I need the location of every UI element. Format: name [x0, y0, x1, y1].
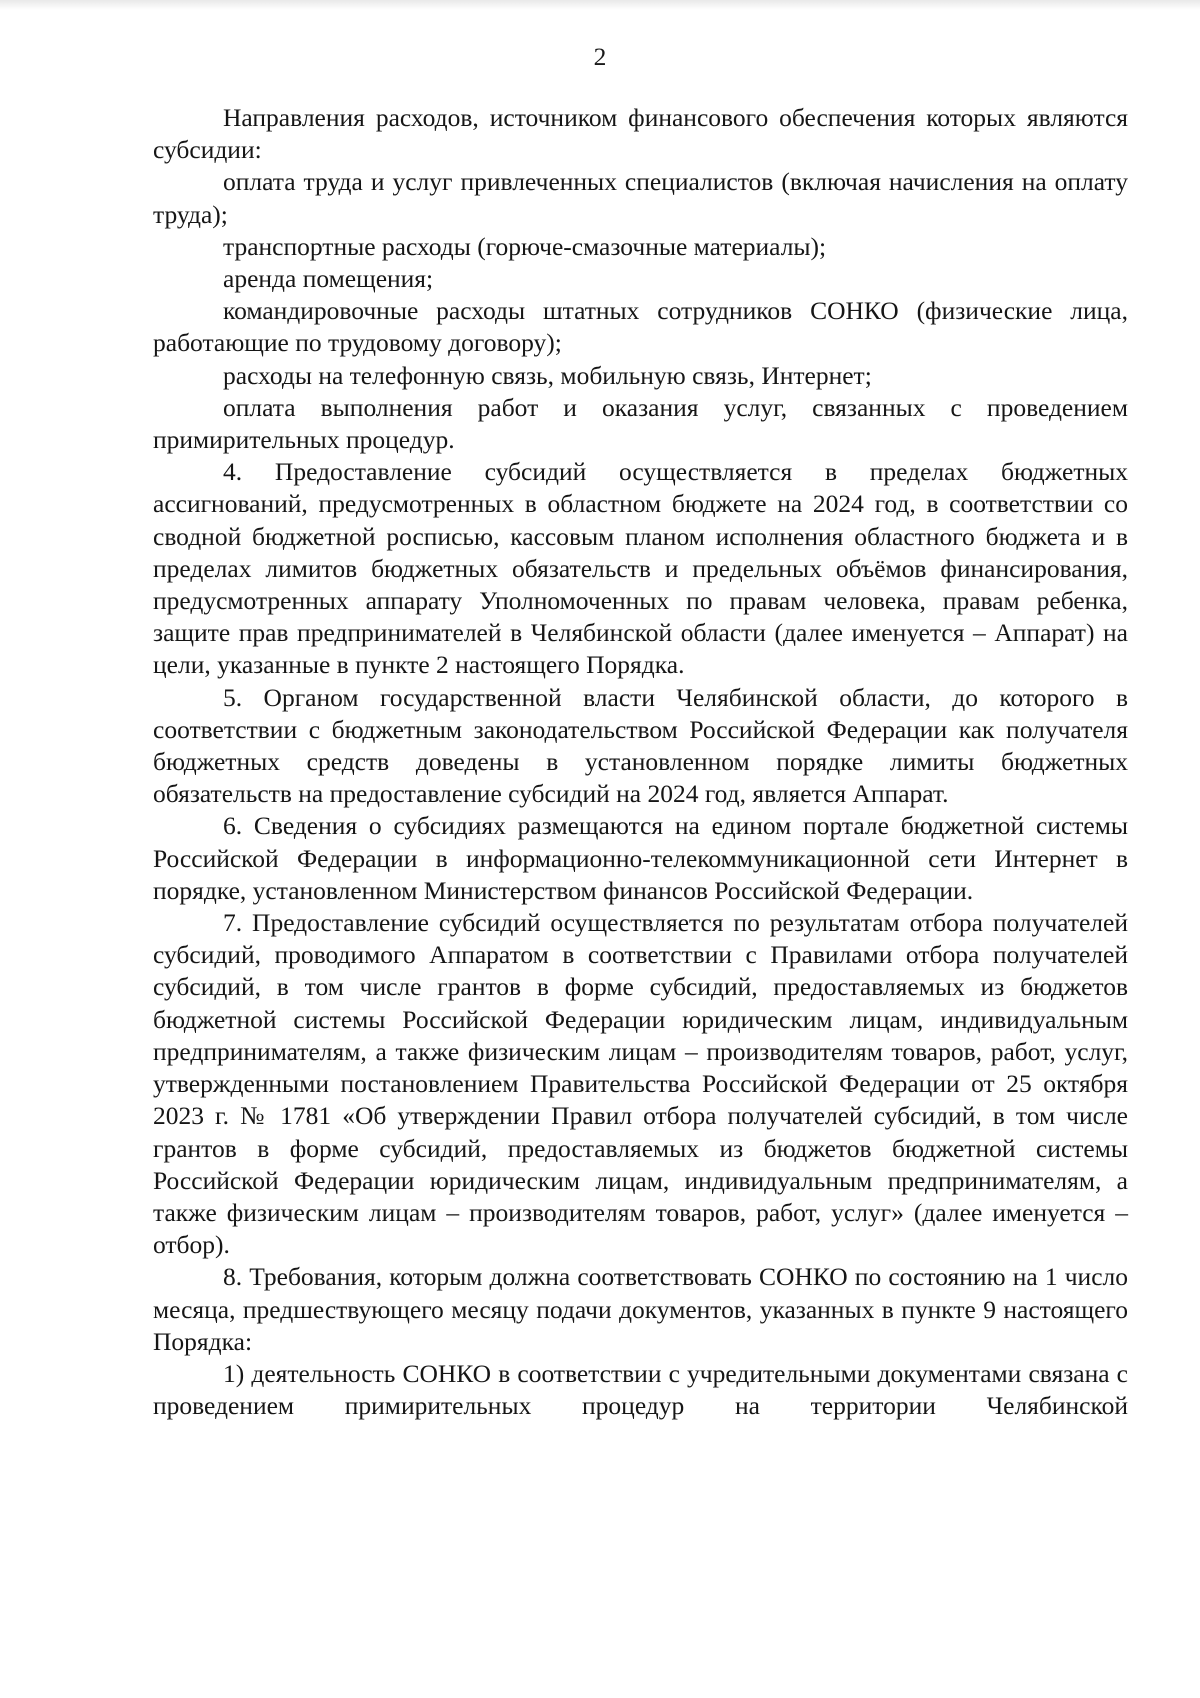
paragraph-6: 6. Сведения о субсидиях размещаются на едином портале бюджетной системы Российской Федерации в информационно-телекоммуникационной сети Интернет в порядке, установленном Министерством финансов Российской Федерации.: [153, 811, 1128, 905]
paragraph-5: 5. Органом государственной власти Челябинской области, до которого в соответствии с бюджетным законодательством Российской Федерации как получателя бюджетных средств доведены в установленном порядке лимиты бюджетных обязательств на предоставление субсидий на 2024 год, является Аппарат.: [153, 682, 1128, 809]
paragraph-8-item-1: 1) деятельность СОНКО в соответствии с учредительными документами связана с проведением примирительных процедур на территории Челябинской: [153, 1358, 1128, 1421]
list-item-labor-payment: оплата труда и услуг привлеченных специалистов (включая начисления на оплату труда);: [153, 167, 1128, 229]
paragraph-4: 4. Предоставление субсидий осуществляется в пределах бюджетных ассигнований, предусмотренных в областном бюджете на 2024 год, в соответствии со сводной бюджетной росписью, кассовым планом исполнения областного бюджета и в пределах лимитов бюджетных обязательств и предельных объёмов финансирования, предусмотренных аппарату Уполномоченных по правам человека, правам ребенка, защите прав предпринимателей в Челябинской области (далее именуется – Аппарат) на цели, указанные в пункте 2 настоящего Порядка.: [153, 457, 1128, 680]
list-item-rent: аренда помещения;: [223, 264, 434, 294]
paragraph-8: 8. Требования, которым должна соответствовать СОНКО по состоянию на 1 число месяца, предшествующего месяцу подачи документов, указанных в пункте 9 настоящего Порядка:: [153, 1262, 1128, 1356]
paragraph-7: 7. Предоставление субсидий осуществляется по результатам отбора получателей субсидий, проводимого Аппаратом в соответствии с Правилами отбора получателей субсидий, в том числе грантов в форме субсидий, предоставляемых из бюджетов бюджетной системы Российской Федерации юридическим лицам, индивидуальным предпринимателям, а также физическим лицам – производителям товаров, работ, услуг, утвержденными постановлением Правительства Российской Федерации от 25 октября 2023 г. № 1781 «Об утверждении Правил отбора получателей субсидий, в том числе грантов в форме субсидий, предоставляемых из бюджетов бюджетной системы Российской Федерации юридическим лицам, индивидуальным предпринимателям, а также физическим лицам – производителям товаров, работ, услуг» (далее именуется – отбор).: [153, 908, 1128, 1260]
list-item-conciliation-services: оплата выполнения работ и оказания услуг, связанных с проведением примирительных процедур.: [153, 392, 1128, 455]
scan-edge: [0, 0, 1200, 10]
page-number: 2: [593, 42, 607, 71]
document-body: [153, 102, 1128, 1422]
list-item-transport: транспортные расходы (горюче-смазочные материалы);: [223, 231, 827, 261]
list-item-travel: командировочные расходы штатных сотрудников СОНКО (физические лица, работающие по трудовому договору);: [153, 296, 1128, 358]
paragraph-expense-directions: Направления расходов, источником финансового обеспечения которых являются субсидии:: [153, 103, 1128, 165]
list-item-communications: расходы на телефонную связь, мобильную связь, Интернет;: [223, 360, 872, 390]
